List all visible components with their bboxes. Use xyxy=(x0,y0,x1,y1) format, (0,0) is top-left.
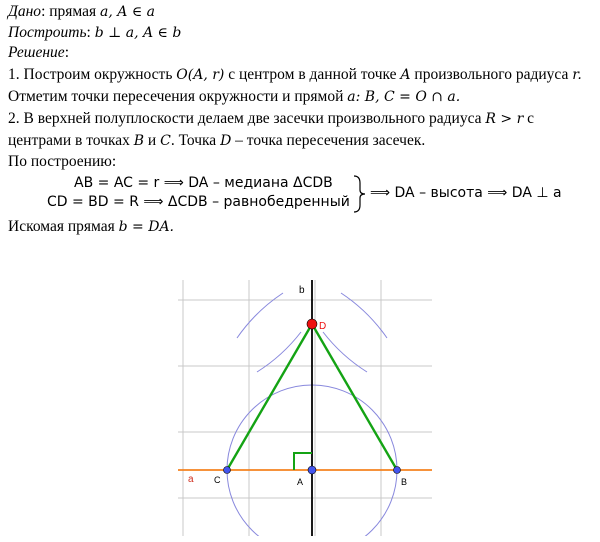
point-B xyxy=(394,467,401,474)
system-result-text: ⟹ DA – высота ⟹ DA ⊥ a xyxy=(370,185,562,201)
label-A: A xyxy=(297,477,304,487)
point-A xyxy=(308,466,316,474)
construct-line xyxy=(8,24,181,42)
answer-line xyxy=(8,218,174,236)
figure-grid xyxy=(178,280,432,536)
step1-text-c: произвольного радиуса xyxy=(410,66,573,83)
step2-math: R > r xyxy=(485,111,524,127)
label-a: a xyxy=(188,474,194,485)
by-construction-text: По построению: xyxy=(8,153,117,170)
step2-line2-mid: и xyxy=(144,132,161,149)
point-D xyxy=(307,319,317,329)
given-line xyxy=(8,3,155,21)
step1-text-a: 1. Построим окружность xyxy=(8,66,177,83)
segment-CD xyxy=(227,324,312,470)
system-line-2 xyxy=(47,193,350,211)
step1-line2-var: a xyxy=(347,89,356,105)
step2-line xyxy=(8,110,534,128)
given-text: : прямая xyxy=(41,3,101,20)
step2-line2 xyxy=(8,132,425,150)
step1-radius: r. xyxy=(572,67,582,83)
construction-figure xyxy=(178,280,432,536)
step2-text-a: 2. В верхней полуплоскости делаем две засечки произвольного радиуса xyxy=(8,110,486,127)
system-brace xyxy=(352,175,368,213)
step2-line2-B: B xyxy=(133,133,145,149)
label-C: C xyxy=(214,475,221,485)
step2-text-c: с xyxy=(523,110,535,127)
solution-line xyxy=(8,44,69,62)
construct-label: Построить xyxy=(8,24,87,41)
given-label: Дано xyxy=(8,3,42,20)
solution-label: Решение xyxy=(8,44,65,61)
label-B: B xyxy=(401,477,408,487)
solution-colon: : xyxy=(64,44,69,61)
system-line-2-text: CD = BD = R ⟹ ΔCDB – равнобедренный xyxy=(47,194,350,210)
system-result xyxy=(370,184,562,202)
label-D: D xyxy=(319,321,327,332)
construct-math: b ⊥ a, A ∈ b xyxy=(94,25,182,41)
step1-point-A: A xyxy=(400,67,411,83)
step2-line2-text-b: . Точка xyxy=(170,132,221,149)
step1-text-b: с центром в данной точке xyxy=(224,66,401,83)
given-math: a, A ∈ a xyxy=(100,4,155,20)
step1-math: O(A, r) xyxy=(176,67,225,83)
segment-BD xyxy=(312,324,397,470)
by-construction-line xyxy=(8,153,116,171)
step2-line2-text-c: – точка пересечения засечек. xyxy=(231,132,426,149)
system-line-1-text: AB = AC = r ⟹ DA – медиана ΔCDB xyxy=(74,175,333,191)
step1-line2-text: Отметим точки пересечения окружности и прямой xyxy=(8,88,348,105)
step2-line2-text-a: центрами в точках xyxy=(8,132,134,149)
step1-line xyxy=(8,66,582,84)
construct-text: : xyxy=(86,24,95,41)
step2-line2-D: D xyxy=(220,133,232,149)
label-b: b xyxy=(299,285,305,296)
answer-math: b = DA. xyxy=(118,219,175,235)
step1-line2-math: : B, C = O ∩ a. xyxy=(355,89,461,105)
point-C xyxy=(224,467,231,474)
answer-text: Искомая прямая xyxy=(8,218,119,235)
system-line-1 xyxy=(74,174,333,192)
step1-line2 xyxy=(8,88,460,106)
step2-line2-C: C xyxy=(160,133,171,149)
